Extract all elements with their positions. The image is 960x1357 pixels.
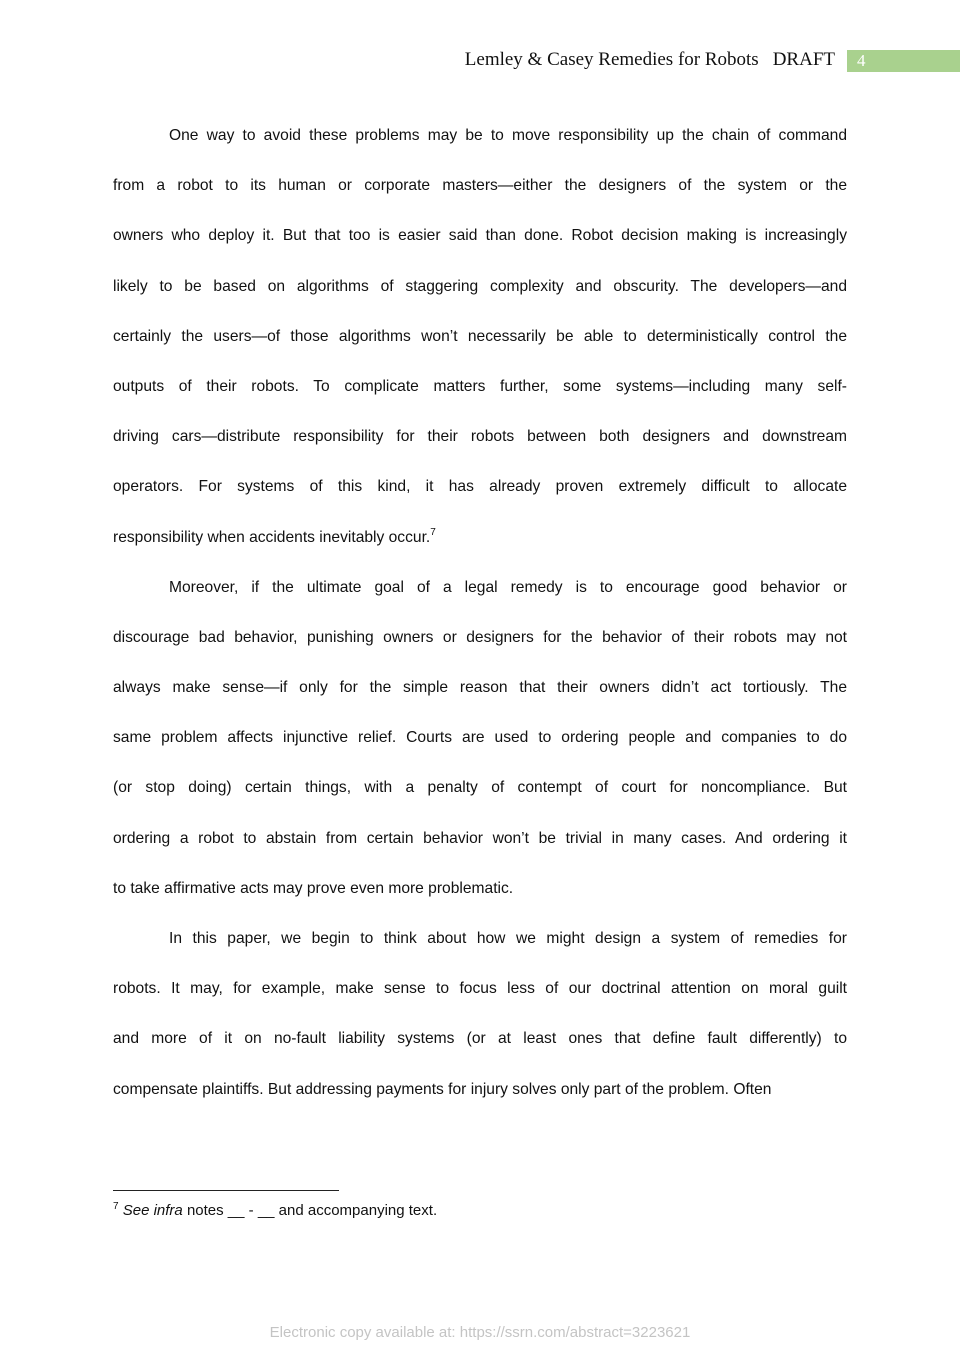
ssrn-footer: Electronic copy available at: https://ssrn.com/abstract=3223621 — [269, 1324, 691, 1341]
text-line — [113, 864, 847, 914]
footnote-reference[interactable]: 7 — [430, 526, 436, 538]
text-line — [113, 513, 847, 563]
footnote-separator — [113, 1190, 339, 1191]
footnote-text: notes __ - __ and accompanying text. — [182, 1202, 438, 1219]
line-text: from a robot to its human or corporate masters—either the designers of the system or the — [113, 177, 847, 195]
page-number: 4 — [847, 50, 960, 72]
line-text: robots. It may, for example, make sense to focus less of our doctrinal attention on moral guilt — [113, 980, 847, 998]
line-text: always make sense—if only for the simple reason that their owners didn’t act tortiously. The — [113, 679, 847, 697]
draft-label: DRAFT — [772, 49, 835, 70]
line-text: outputs of their robots. To complicate matters further, some systems—including many self- — [113, 377, 847, 395]
line-text: and more of it on no-fault liability systems (or at least ones that define fault differently) to — [113, 1030, 847, 1048]
footnote-number: 7 — [113, 1201, 119, 1212]
line-text: compensate plaintiffs. But addressing payments for injury solves only part of the problem. Often — [113, 1080, 772, 1098]
text-line — [113, 613, 847, 663]
text-line — [113, 563, 847, 613]
text-line — [113, 814, 847, 864]
text-line — [113, 914, 847, 964]
text-line — [113, 161, 847, 211]
text-line — [113, 1014, 847, 1064]
line-text: same problem affects injunctive relief. Courts are used to ordering people and companies to do — [113, 729, 847, 747]
footnote — [113, 1202, 437, 1219]
text-line — [113, 412, 847, 462]
header-title: Lemley & Casey Remedies for Robots — [464, 49, 759, 70]
line-text: likely to be based on algorithms of staggering complexity and obscurity. The developers—and — [113, 277, 847, 295]
line-text: In this paper, we begin to think about how we might design a system of remedies for — [169, 930, 847, 947]
line-text: operators. For systems of this kind, it has already proven extremely difficult to allocate — [113, 478, 847, 496]
line-text: certainly the users—of those algorithms won’t necessarily be able to deterministically control the — [113, 327, 847, 345]
text-line — [113, 262, 847, 312]
body-text — [113, 111, 847, 1115]
text-line — [113, 211, 847, 261]
footnote-signal: See infra — [122, 1202, 183, 1219]
text-line — [113, 462, 847, 512]
line-text: owners who deploy it. But that too is easier said than done. Robot decision making is increasingly — [113, 227, 847, 245]
line-text: ordering a robot to abstain from certain behavior won’t be trivial in many cases. And ordering it — [113, 829, 847, 847]
text-line — [113, 312, 847, 362]
text-line — [113, 362, 847, 412]
text-line — [113, 111, 847, 161]
running-header — [465, 49, 835, 71]
line-text: Moreover, if the ultimate goal of a legal remedy is to encourage good behavior or — [169, 578, 847, 596]
line-text: One way to avoid these problems may be to move responsibility up the chain of command — [169, 127, 847, 144]
text-line — [113, 964, 847, 1014]
text-line — [113, 763, 847, 813]
line-text: responsibility when accidents inevitably occur. — [113, 528, 431, 546]
text-line — [113, 713, 847, 763]
line-text: driving cars—distribute responsibility for their robots between both designers and downstream — [113, 428, 847, 446]
text-line — [113, 663, 847, 713]
line-text: discourage bad behavior, punishing owners or designers for the behavior of their robots may not — [113, 628, 847, 646]
line-text: to take affirmative acts may prove even more problematic. — [113, 879, 514, 897]
text-line — [113, 1065, 847, 1115]
line-text: (or stop doing) certain things, with a penalty of contempt of court for noncompliance. But — [113, 779, 847, 797]
